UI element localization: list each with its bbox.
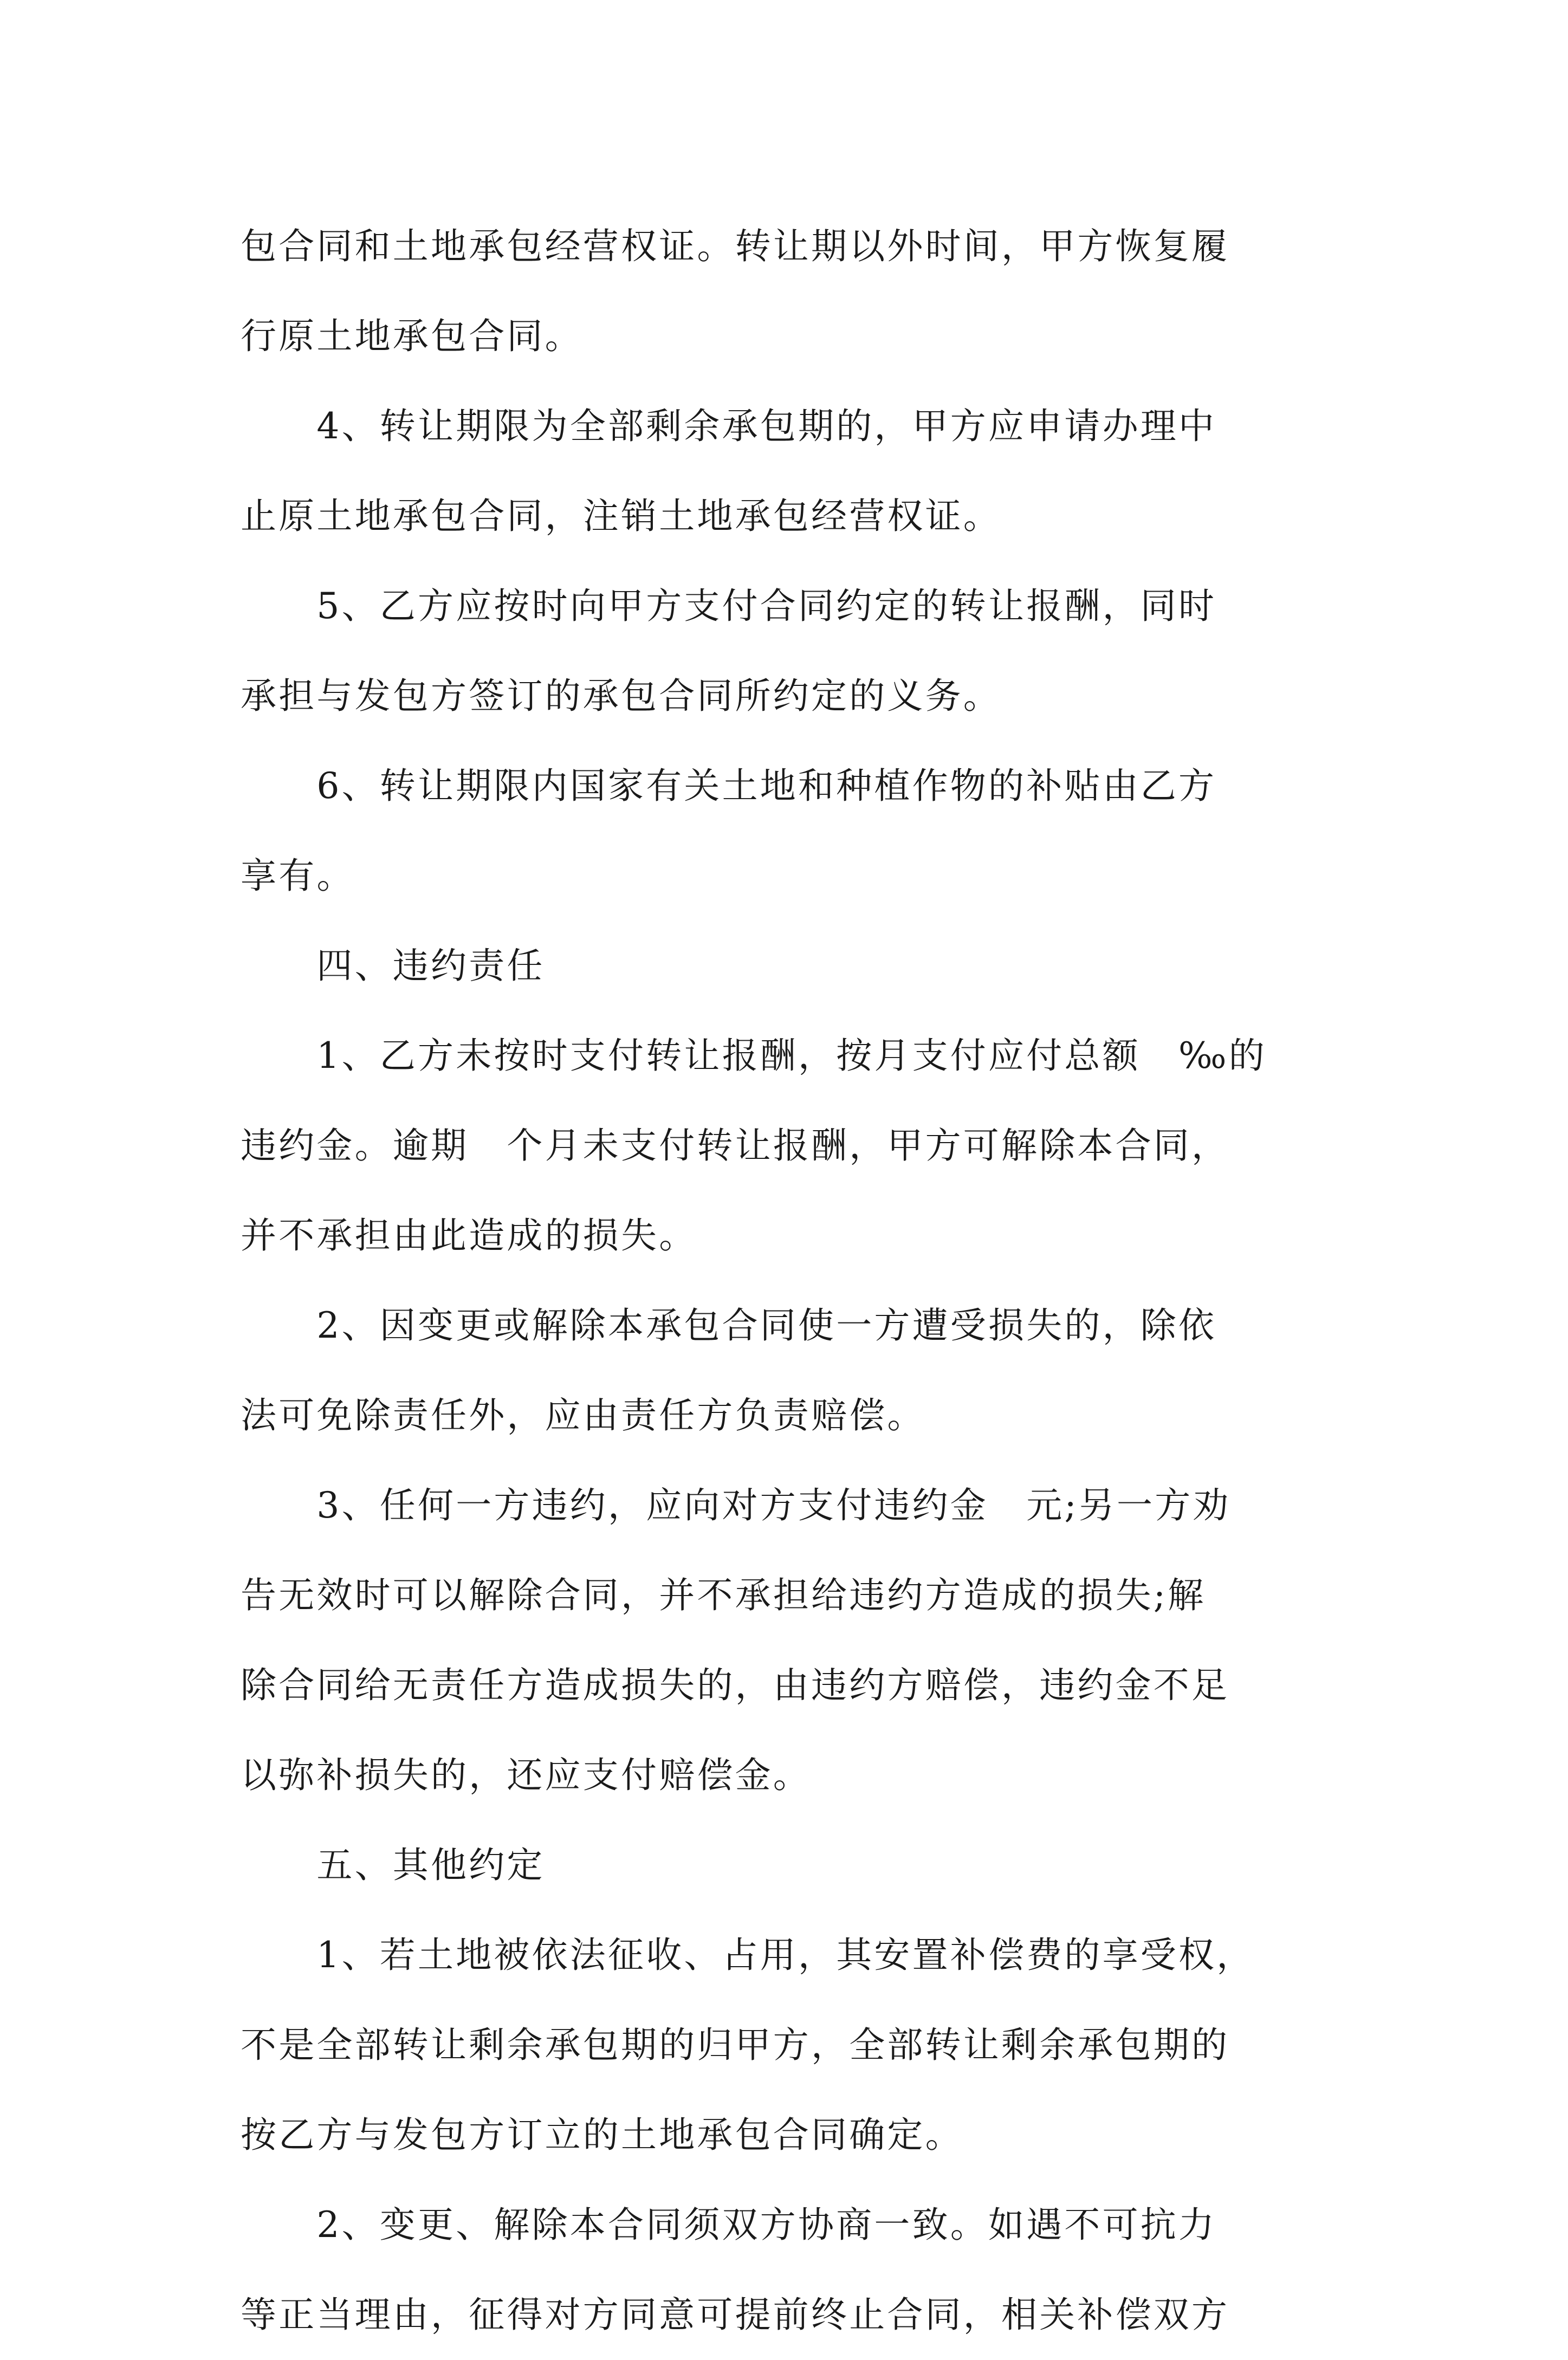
text-line: 不是全部转让剩余承包期的归甲方，全部转让剩余承包期的 <box>241 2024 1230 2066</box>
text-line: 以弥补损失的，还应支付赔偿金。 <box>241 1754 811 1796</box>
text-line: 5、乙方应按时向甲方支付合同约定的转让报酬，同时 <box>241 585 1217 627</box>
text-line: 享有。 <box>241 855 355 897</box>
text-line: 并不承担由此造成的损失。 <box>241 1215 697 1256</box>
section-heading: 四、违约责任 <box>241 945 545 987</box>
text-line: 2、因变更或解除本承包合同使一方遭受损失的，除依 <box>241 1305 1217 1346</box>
text-line: 1、乙方未按时支付转让报酬，按月支付应付总额 ‰的 <box>241 1035 1267 1077</box>
text-line: 4、转让期限为全部剩余承包期的，甲方应申请办理中 <box>241 405 1217 447</box>
document-body <box>241 202 1340 2360</box>
text-line: 按乙方与发包方订立的土地承包合同确定。 <box>241 2114 963 2156</box>
text-line: 2、变更、解除本合同须双方协商一致。如遇不可抗力 <box>241 2204 1217 2246</box>
text-line: 告无效时可以解除合同，并不承担给违约方造成的损失;解 <box>241 1574 1206 1616</box>
text-line: 止原土地承包合同，注销土地承包经营权证。 <box>241 495 1001 537</box>
text-line: 6、转让期限内国家有关土地和种植作物的补贴由乙方 <box>241 765 1217 807</box>
text-line: 承担与发包方签订的承包合同所约定的义务。 <box>241 675 1001 717</box>
text-line: 行原土地承包合同。 <box>241 315 583 357</box>
section-heading: 五、其他约定 <box>241 1844 545 1886</box>
text-line: 1、若土地被依法征收、占用，其安置补偿费的享受权， <box>241 1934 1255 1976</box>
text-line: 违约金。逾期 个月未支付转让报酬，甲方可解除本合同， <box>241 1125 1230 1166</box>
text-line: 3、任何一方违约，应向对方支付违约金 元;另一方劝 <box>241 1484 1231 1526</box>
text-line: 法可免除责任外，应由责任方负责赔偿。 <box>241 1395 925 1436</box>
text-line: 等正当理由，征得对方同意可提前终止合同，相关补偿双方 <box>241 2294 1230 2336</box>
text-line: 除合同给无责任方造成损失的，由违约方赔偿，违约金不足 <box>241 1664 1230 1706</box>
text-line: 包合同和土地承包经营权证。转让期以外时间，甲方恢复履 <box>241 225 1230 267</box>
